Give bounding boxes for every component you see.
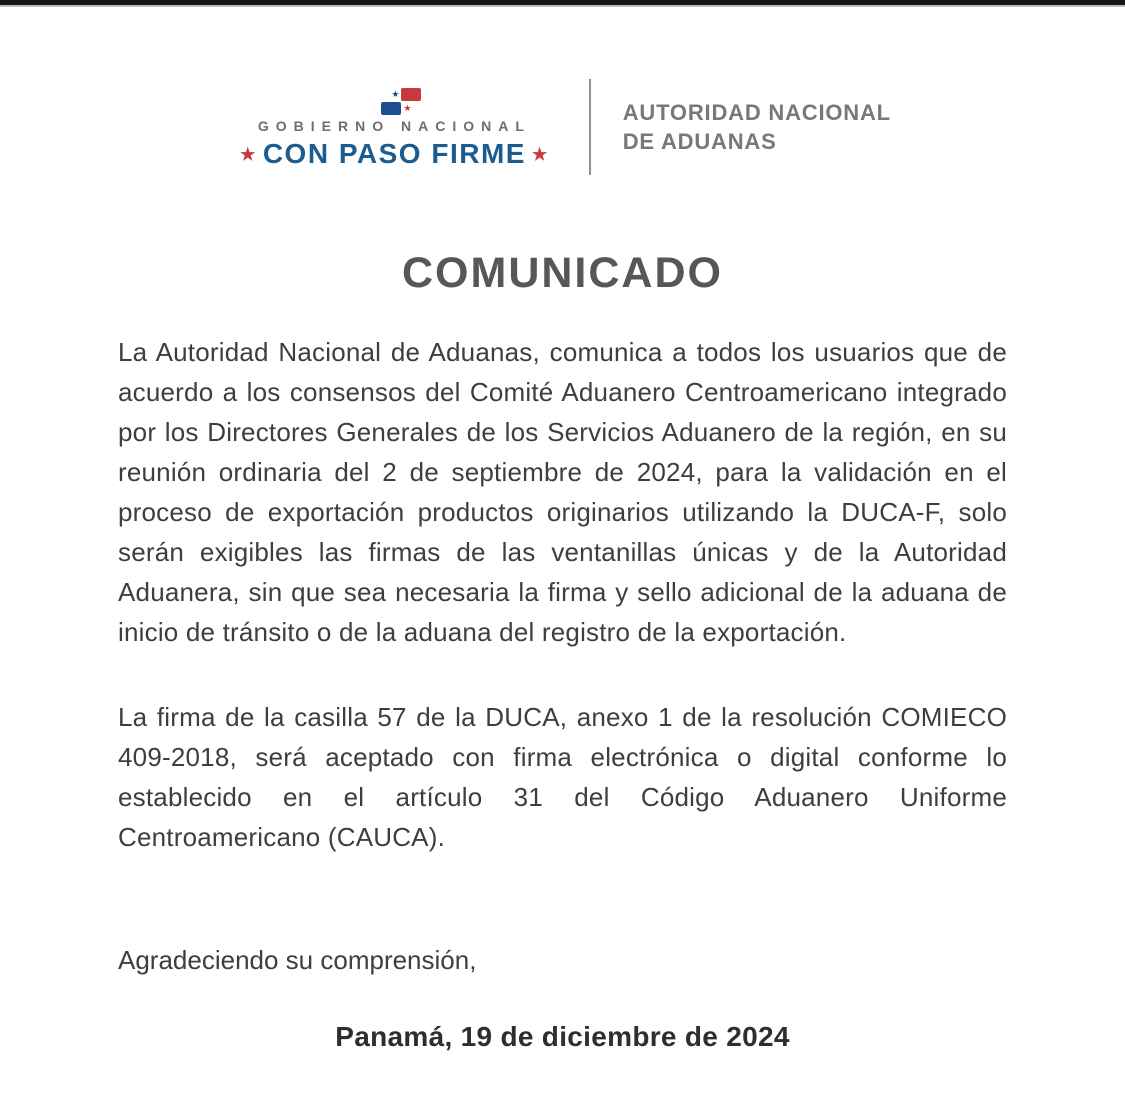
panama-flag-icon [379,87,423,115]
closing-line: Agradeciendo su comprensión, [118,945,477,975]
header [0,79,1125,175]
header-divider [589,79,591,175]
org-name-line2: DE ADUANAS [622,129,777,154]
top-bar [0,0,1125,7]
dateline: Panamá, 19 de diciembre de 2024 [335,1021,790,1052]
paragraph-2: La firma de la casilla 57 de la DUCA, anexo 1 de la resolución COMIECO 409-2018, será aceptado con firma electrónica o digital conforme lo establecido en el artículo 31 del Código Aduanero Uniforme Centroamericano (CAUCA). [118,702,1007,852]
flag-blue-square [381,102,401,115]
org-name [623,98,891,156]
paragraph-1: La Autoridad Nacional de Aduanas, comunica a todos los usuarios que de acuerdo a los consensos del Comité Aduanero Centroamericano integrado por los Directores Generales de los Servicios Aduanero de la región, en su reunión ordinaria del 2 de septiembre de 2024, para la validación en el proceso de exportación productos originarios utilizando la DUCA-F, solo serán exigibles las firmas de las ventanillas únicas y de la Autoridad Aduanera, sin que sea necesaria la firma y sello adicional de la aduana de inicio de tránsito o de la aduana del registro de la exportación. [118,337,1007,647]
flag-red-square [401,88,421,101]
flag-star-red: ★ [403,102,412,113]
gov-line1: GOBIERNO NACIONAL [257,118,531,135]
flag-star-blue: ★ [391,88,400,99]
right-star-icon: ★ [531,145,549,165]
left-star-icon: ★ [240,145,257,165]
org-name-line1: AUTORIDAD NACIONAL [622,100,891,125]
document-body [0,332,1125,1053]
gov-slogan: CON PASO FIRME [262,138,526,170]
page-title: COMUNICADO [402,249,723,297]
gov-line2 [234,138,555,170]
government-logo [234,84,557,171]
